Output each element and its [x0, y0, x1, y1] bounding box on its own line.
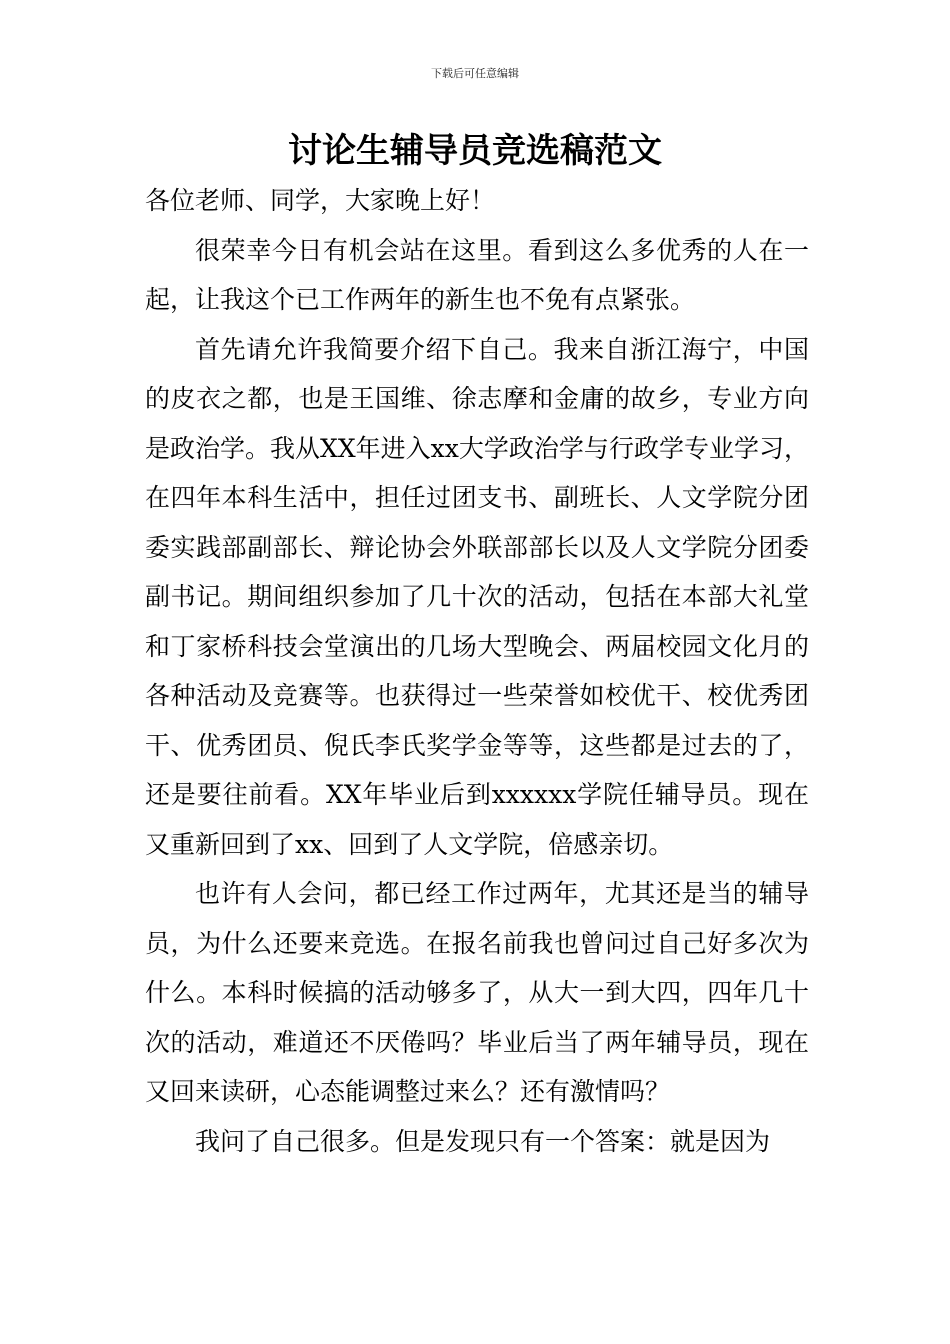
paragraph-motivation-question: 也许有人会问，都已经工作过两年，尤其还是当的辅导员，为什么还要来竞选。在报名前我也曾问过自己好多次为什么。本科时候搞的活动够多了，从大一到大四，四年几十次的活动，难道还不厌倦吗？毕业后当了两年辅导员，现在又回来读研，心态能调整过来么？还有激情吗？ — [145, 879, 809, 1106]
document-title: 讨论生辅导员竞选稿范文 — [288, 131, 662, 171]
header-note: 下载后可任意编辑 — [431, 67, 519, 80]
document-body — [145, 176, 809, 1166]
paragraph-answer: 我问了自己很多。但是发现只有一个答案：就是因为 — [195, 1126, 771, 1156]
paragraph-self-introduction: 首先请允许我简要介绍下自己。我来自浙江海宁，中国的皮衣之都，也是王国维、徐志摩和金庸的故乡，专业方向是政治学。我从XX年进入xx大学政治学与行政学专业学习，在四年本科生活中，担任过团支书、副班长、人文学院分团委实践部副部长、辩论协会外联部部长以及人文学院分团委副书记。期间组织参加了几十次的活动，包括在本部大礼堂和丁家桥科技会堂演出的几场大型晚会、两届校园文化月的各种活动及竞赛等。也获得过一些荣誉如校优干、校优秀团干、优秀团员、倪氏李氏奖学金等等，这些都是过去的了，还是要往前看。XX年毕业后到xxxxxx学院任辅导员。现在又重新回到了xx、回到了人文学院，倍感亲切。 — [145, 334, 809, 859]
greeting-line: 各位老师、同学，大家晚上好！ — [145, 186, 496, 215]
paragraph-intro: 很荣幸今日有机会站在这里。看到这么多优秀的人在一起，让我这个已工作两年的新生也不免有点紧张。 — [145, 235, 809, 314]
